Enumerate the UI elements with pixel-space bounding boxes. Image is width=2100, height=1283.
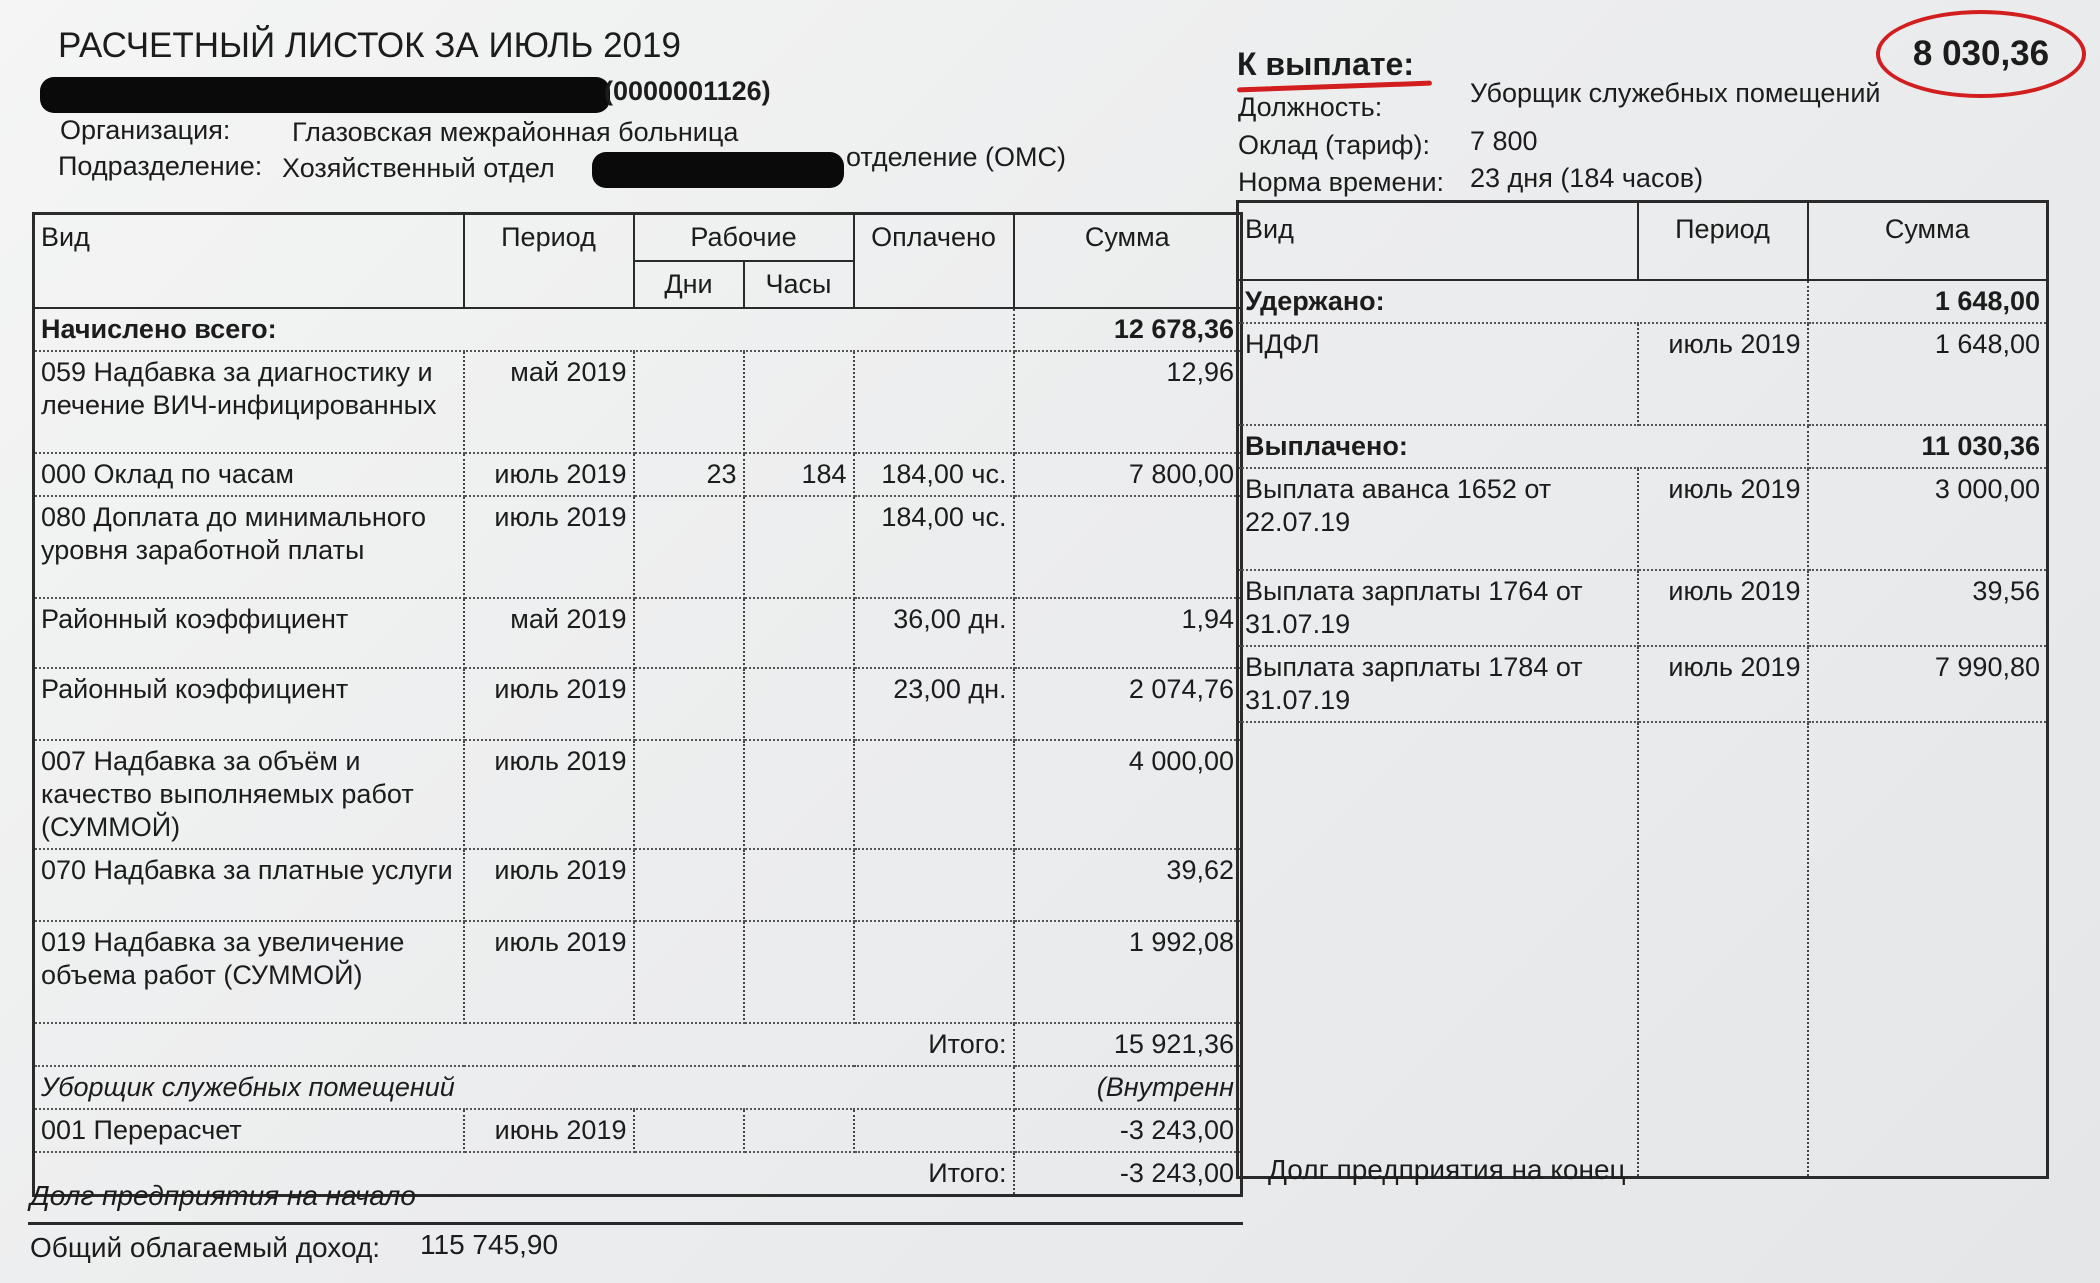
row-name: 059 Надбавка за диагностику и лечение ВИЧ-инфицированных <box>34 351 464 453</box>
section-label: Уборщик служебных помещений <box>34 1066 1014 1109</box>
r-row-name: НДФЛ <box>1238 323 1638 425</box>
row-paid <box>854 921 1014 1023</box>
row-days <box>634 849 744 921</box>
paid-row <box>1238 425 2048 468</box>
row-name: 080 Доплата до минимального уровня заработной платы <box>34 496 464 598</box>
row-period: май 2019 <box>464 598 634 668</box>
recalc-empty-3 <box>854 1109 1014 1152</box>
recalc-empty-2 <box>744 1109 854 1152</box>
row-period: июль 2019 <box>464 740 634 849</box>
col-sum: Сумма <box>1014 214 1242 309</box>
row-days <box>634 598 744 668</box>
footer-divider <box>28 1222 1243 1225</box>
org-label: Организация: <box>60 115 231 145</box>
row-paid <box>854 351 1014 453</box>
recalc-sum: -3 243,00 <box>1014 1109 1242 1152</box>
row-sum: 39,62 <box>1014 849 1242 921</box>
row-sum: 1,94 <box>1014 598 1242 668</box>
row-sum: 4 000,00 <box>1014 740 1242 849</box>
row-name: 000 Оклад по часам <box>34 453 464 496</box>
employee-number: (0000001126) <box>604 76 771 106</box>
row-sum: 7 800,00 <box>1014 453 1242 496</box>
org-value: Глазовская межрайонная больница <box>292 117 739 147</box>
paid-label: Выплачено: <box>1238 425 1808 468</box>
row-name: 007 Надбавка за объём и качество выполняемых работ (СУММОЙ) <box>34 740 464 849</box>
table-row <box>1238 646 2048 722</box>
redacted-department <box>592 152 844 188</box>
r-row-sum: 39,56 <box>1808 570 2048 646</box>
accrued-total: 12 678,36 <box>1014 308 1242 351</box>
col-work: Рабочие <box>634 214 854 262</box>
withheld-total: 1 648,00 <box>1808 280 2048 323</box>
empty-cell <box>1238 722 1638 1177</box>
table-row <box>34 921 1242 1023</box>
row-hours <box>744 496 854 598</box>
r-row-period: июль 2019 <box>1638 323 1808 425</box>
norm-label: Норма времени: <box>1238 167 1445 197</box>
recalc-empty-1 <box>634 1109 744 1152</box>
table-row <box>1238 468 2048 570</box>
dept-value-end: отделение (ОМС) <box>846 142 1067 172</box>
recalc-name: 001 Перерасчет <box>34 1109 464 1152</box>
table-row <box>1238 570 2048 646</box>
row-period: июль 2019 <box>464 921 634 1023</box>
row-sum: 1 992,08 <box>1014 921 1242 1023</box>
subtotal-label: Итого: <box>34 1023 1014 1066</box>
r-row-period: июль 2019 <box>1638 646 1808 722</box>
subtotal2-label: Итого: <box>34 1152 1014 1196</box>
r-row-name: Выплата зарплаты 1764 от 31.07.19 <box>1238 570 1638 646</box>
r-row-period: июль 2019 <box>1638 468 1808 570</box>
row-period: июль 2019 <box>464 668 634 740</box>
r-col-period: Период <box>1638 202 1808 281</box>
row-hours <box>744 598 854 668</box>
table-row <box>34 453 1242 496</box>
pay-amount: 8 030,36 <box>1876 10 2086 98</box>
row-days <box>634 921 744 1023</box>
row-hours <box>744 351 854 453</box>
r-row-period: июль 2019 <box>1638 570 1808 646</box>
redacted-employee-name <box>40 77 610 113</box>
accrued-label: Начислено всего: <box>34 308 1014 351</box>
deductions-header-row <box>1238 202 2048 281</box>
subtotal-row <box>34 1023 1242 1066</box>
row-hours <box>744 740 854 849</box>
debt-start: Долг предприятия на начало <box>30 1180 416 1211</box>
recalc-period: июнь 2019 <box>464 1109 634 1152</box>
row-name: 070 Надбавка за платные услуги <box>34 849 464 921</box>
row-hours <box>744 668 854 740</box>
section-note: (Внутренн <box>1014 1066 1242 1109</box>
row-period: июль 2019 <box>464 453 634 496</box>
row-days <box>634 740 744 849</box>
subtotal2-value: -3 243,00 <box>1014 1152 1242 1196</box>
table-row <box>34 496 1242 598</box>
dept-label: Подразделение: <box>58 151 263 181</box>
row-sum <box>1014 496 1242 598</box>
taxable-value: 115 745,90 <box>420 1229 559 1260</box>
row-paid: 36,00 дн. <box>854 598 1014 668</box>
row-days <box>634 351 744 453</box>
row-period: июль 2019 <box>464 496 634 598</box>
table-row <box>34 598 1242 668</box>
row-days: 23 <box>634 453 744 496</box>
debt-end: Долг предприятия на конец <box>1268 1154 1626 1185</box>
r-row-sum: 7 990,80 <box>1808 646 2048 722</box>
empty-row <box>1238 722 2048 1177</box>
row-paid: 184,00 чс. <box>854 453 1014 496</box>
taxable-label: Общий облагаемый доход: <box>30 1232 381 1263</box>
r-col-kind: Вид <box>1238 202 1638 281</box>
row-name: 019 Надбавка за увеличение объема работ (СУММОЙ) <box>34 921 464 1023</box>
paid-total: 11 030,36 <box>1808 425 2048 468</box>
row-sum: 2 074,76 <box>1014 668 1242 740</box>
withheld-label: Удержано: <box>1238 280 1808 323</box>
table-row <box>34 849 1242 921</box>
row-period: май 2019 <box>464 351 634 453</box>
r-col-sum: Сумма <box>1808 202 2048 281</box>
dept-value-start: Хозяйственный отдел <box>282 153 555 183</box>
position-value: Уборщик служебных помещений <box>1470 78 1881 108</box>
row-sum: 12,96 <box>1014 351 1242 453</box>
row-paid <box>854 740 1014 849</box>
r-row-sum: 3 000,00 <box>1808 468 2048 570</box>
accruals-header-row <box>34 214 1242 262</box>
accruals-table <box>32 212 1243 1197</box>
withheld-row <box>1238 280 2048 323</box>
payslip-title: РАСЧЕТНЫЙ ЛИСТОК ЗА ИЮЛЬ 2019 <box>58 26 681 65</box>
col-days: Дни <box>634 261 744 308</box>
empty-cell <box>1808 722 2048 1177</box>
table-row <box>34 351 1242 453</box>
col-paid: Оплачено <box>854 214 1014 309</box>
norm-value: 23 дня (184 часов) <box>1470 163 1704 193</box>
col-hours: Часы <box>744 261 854 308</box>
row-days <box>634 496 744 598</box>
salary-value: 7 800 <box>1470 126 1538 156</box>
col-kind: Вид <box>34 214 464 309</box>
table-row <box>1238 323 2048 425</box>
row-name: Районный коэффициент <box>34 668 464 740</box>
r-row-name: Выплата аванса 1652 от 22.07.19 <box>1238 468 1638 570</box>
salary-label: Оклад (тариф): <box>1238 130 1431 160</box>
row-hours <box>744 921 854 1023</box>
accrued-total-row <box>34 308 1242 351</box>
row-name: Районный коэффициент <box>34 598 464 668</box>
section-row <box>34 1066 1242 1109</box>
table-row <box>34 740 1242 849</box>
row-hours: 184 <box>744 453 854 496</box>
col-period: Период <box>464 214 634 309</box>
pay-label: К выплате: <box>1237 46 1414 82</box>
row-paid: 23,00 дн. <box>854 668 1014 740</box>
subtotal-value: 15 921,36 <box>1014 1023 1242 1066</box>
recalc-row <box>34 1109 1242 1152</box>
table-row <box>34 668 1242 740</box>
r-row-name: Выплата зарплаты 1784 от 31.07.19 <box>1238 646 1638 722</box>
position-label: Должность: <box>1238 92 1383 122</box>
r-row-sum: 1 648,00 <box>1808 323 2048 425</box>
deductions-table <box>1236 200 2049 1179</box>
row-days <box>634 668 744 740</box>
row-paid <box>854 849 1014 921</box>
row-paid: 184,00 чс. <box>854 496 1014 598</box>
row-period: июль 2019 <box>464 849 634 921</box>
row-hours <box>744 849 854 921</box>
empty-cell <box>1638 722 1808 1177</box>
